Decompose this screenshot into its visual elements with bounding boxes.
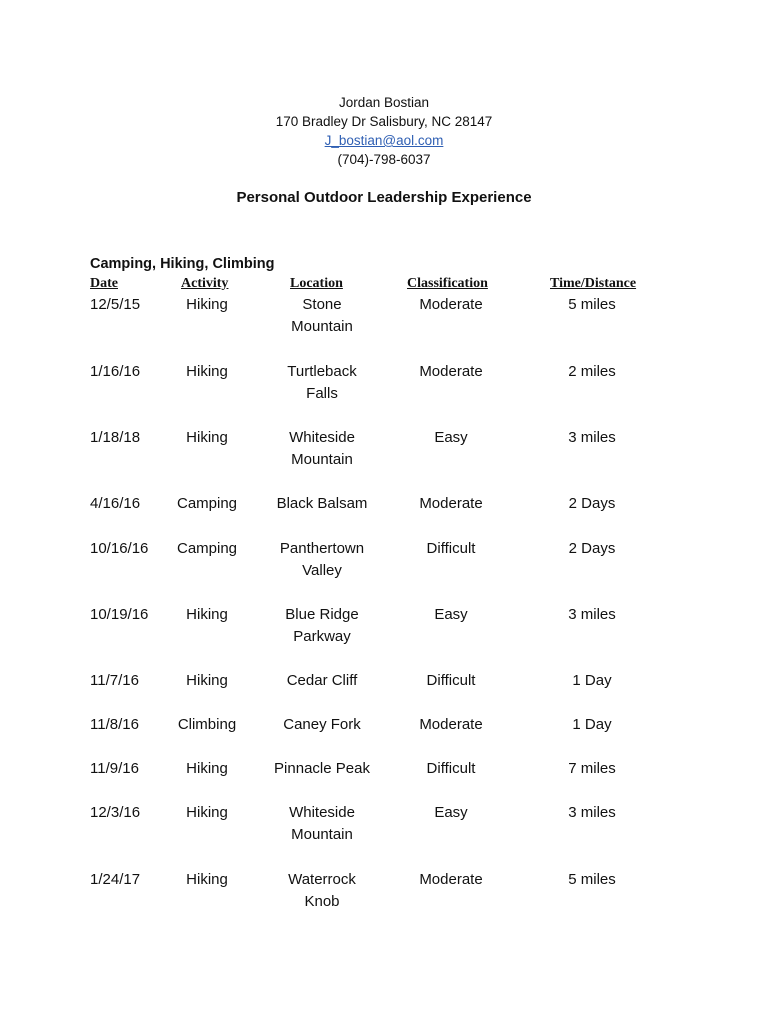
activity-cell: Hiking [186, 296, 228, 313]
activity-cell: Hiking [186, 760, 228, 777]
time-distance-cell: 5 miles [568, 871, 616, 888]
time-distance-cell: 1 Day [572, 672, 612, 689]
classification-cell: Moderate [419, 495, 483, 512]
time-distance-cell: 2 miles [568, 363, 616, 380]
contact-phone: (704)-798-6037 [337, 152, 431, 167]
contact-address: 170 Bradley Dr Salisbury, NC 28147 [275, 114, 493, 129]
activity-cell: Hiking [186, 606, 228, 623]
time-distance-cell: 3 miles [568, 606, 616, 623]
location-cell: Caney Fork [283, 716, 361, 733]
location-cell: Blue Ridge Parkway [285, 606, 359, 645]
time-distance-cell: 3 miles [568, 429, 616, 446]
page-title: Personal Outdoor Leadership Experience [236, 189, 532, 206]
date-cell: 11/7/16 [90, 672, 139, 689]
activity-cell: Hiking [186, 871, 228, 888]
date-cell: 1/16/16 [90, 363, 141, 380]
date-cell: 1/24/17 [90, 871, 141, 888]
activity-cell: Hiking [186, 429, 228, 446]
classification-cell: Difficult [426, 672, 476, 689]
location-cell: Turtleback Falls [287, 363, 357, 402]
date-cell: 11/8/16 [90, 716, 139, 733]
column-header-classification: Classification [407, 276, 488, 291]
time-distance-cell: 2 Days [568, 495, 616, 512]
activity-cell: Hiking [186, 672, 228, 689]
contact-email-line [0, 131, 768, 150]
location-cell: Stone Mountain [291, 296, 353, 335]
location-cell: Waterrock Knob [288, 871, 356, 910]
time-distance-cell: 5 miles [568, 296, 616, 313]
date-cell: 10/19/16 [90, 606, 149, 623]
date-cell: 10/16/16 [90, 540, 149, 557]
date-cell: 11/9/16 [90, 760, 139, 777]
classification-cell: Difficult [426, 540, 476, 557]
column-header-time-distance: Time/Distance [550, 276, 637, 291]
activity-cell: Camping [176, 540, 238, 557]
classification-cell: Easy [434, 804, 468, 821]
date-cell: 12/5/15 [90, 296, 141, 313]
classification-cell: Moderate [419, 363, 483, 380]
activity-cell: Hiking [186, 804, 228, 821]
time-distance-cell: 7 miles [568, 760, 616, 777]
classification-cell: Moderate [419, 716, 483, 733]
location-cell: Whiteside Mountain [289, 429, 355, 468]
location-cell: Cedar Cliff [286, 672, 358, 689]
location-cell: Panthertown Valley [279, 540, 365, 579]
location-cell: Whiteside Mountain [289, 804, 355, 843]
activity-cell: Climbing [177, 716, 237, 733]
email-link[interactable]: J_bostian@aol.com [324, 133, 444, 148]
classification-cell: Difficult [426, 760, 476, 777]
time-distance-cell: 1 Day [572, 716, 612, 733]
column-header-date: Date [90, 276, 118, 291]
activity-cell: Hiking [186, 363, 228, 380]
activity-cell: Camping [176, 495, 238, 512]
classification-cell: Moderate [419, 296, 483, 313]
location-cell: Pinnacle Peak [274, 760, 370, 777]
section-heading: Camping, Hiking, Climbing [90, 256, 275, 272]
column-header-location: Location [290, 276, 343, 291]
classification-cell: Easy [434, 429, 468, 446]
column-header-activity: Activity [181, 276, 229, 291]
classification-cell: Moderate [419, 871, 483, 888]
location-cell: Black Balsam [276, 495, 368, 512]
classification-cell: Easy [434, 606, 468, 623]
date-cell: 4/16/16 [90, 495, 141, 512]
contact-name: Jordan Bostian [338, 95, 430, 110]
date-cell: 12/3/16 [90, 804, 141, 821]
time-distance-cell: 2 Days [568, 540, 616, 557]
date-cell: 1/18/18 [90, 429, 141, 446]
time-distance-cell: 3 miles [568, 804, 616, 821]
